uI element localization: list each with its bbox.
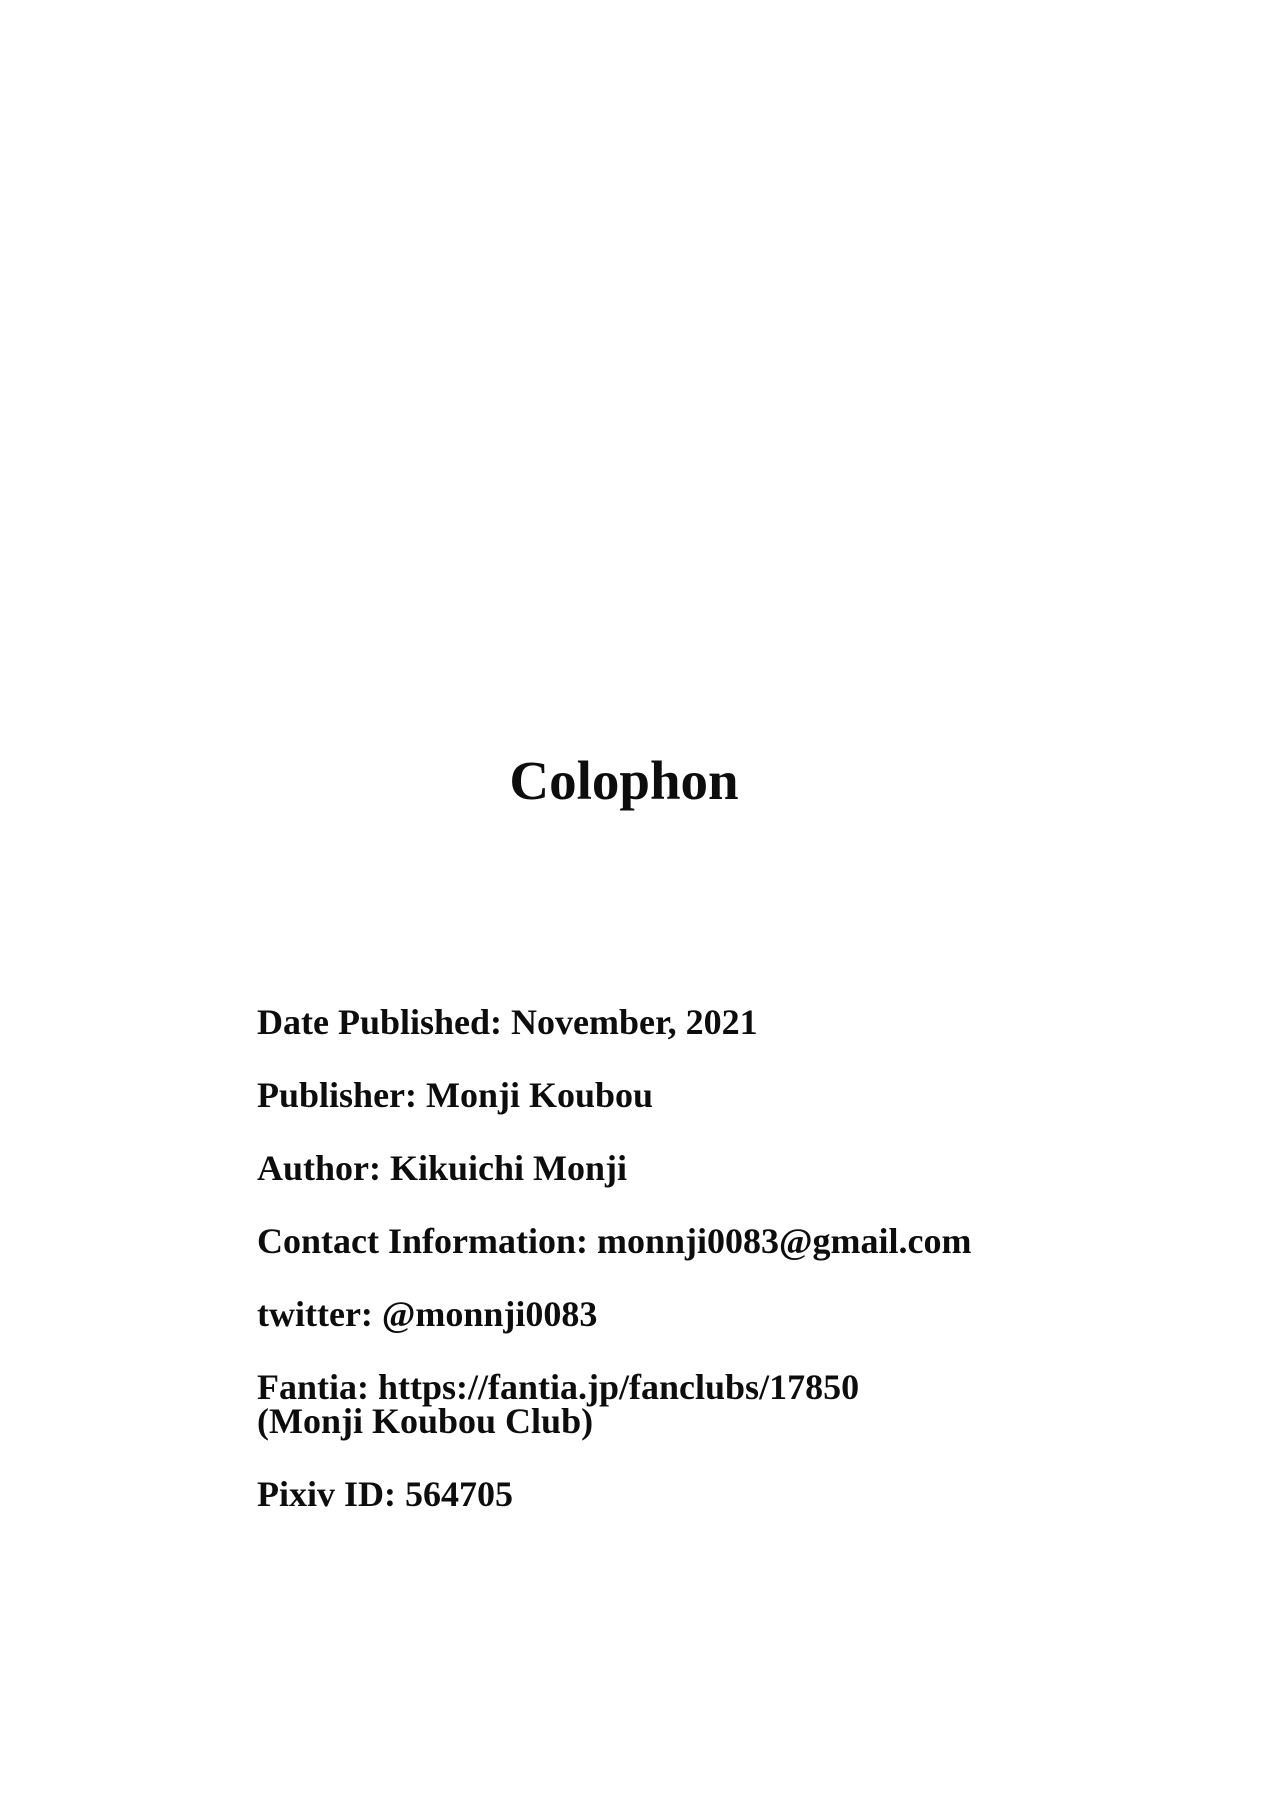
publisher-line: Publisher: Monji Koubou: [257, 1075, 654, 1115]
date-published-line: Date Published: November, 2021: [257, 1002, 758, 1042]
twitter-handle-line: twitter: @monnji0083: [257, 1294, 598, 1334]
pixiv-id-line: Pixiv ID: 564705: [257, 1474, 513, 1514]
author-line: Author: Kikuichi Monji: [257, 1148, 628, 1188]
fantia-club-name-line: (Monji Koubou Club): [257, 1401, 594, 1441]
colophon-details: [257, 1002, 997, 1550]
page-title: Colophon: [509, 750, 739, 811]
contact-email-line: Contact Information: monnji0083@gmail.com: [257, 1221, 972, 1261]
fantia-url-line: Fantia: https://fantia.jp/fanclubs/17850: [257, 1367, 860, 1407]
